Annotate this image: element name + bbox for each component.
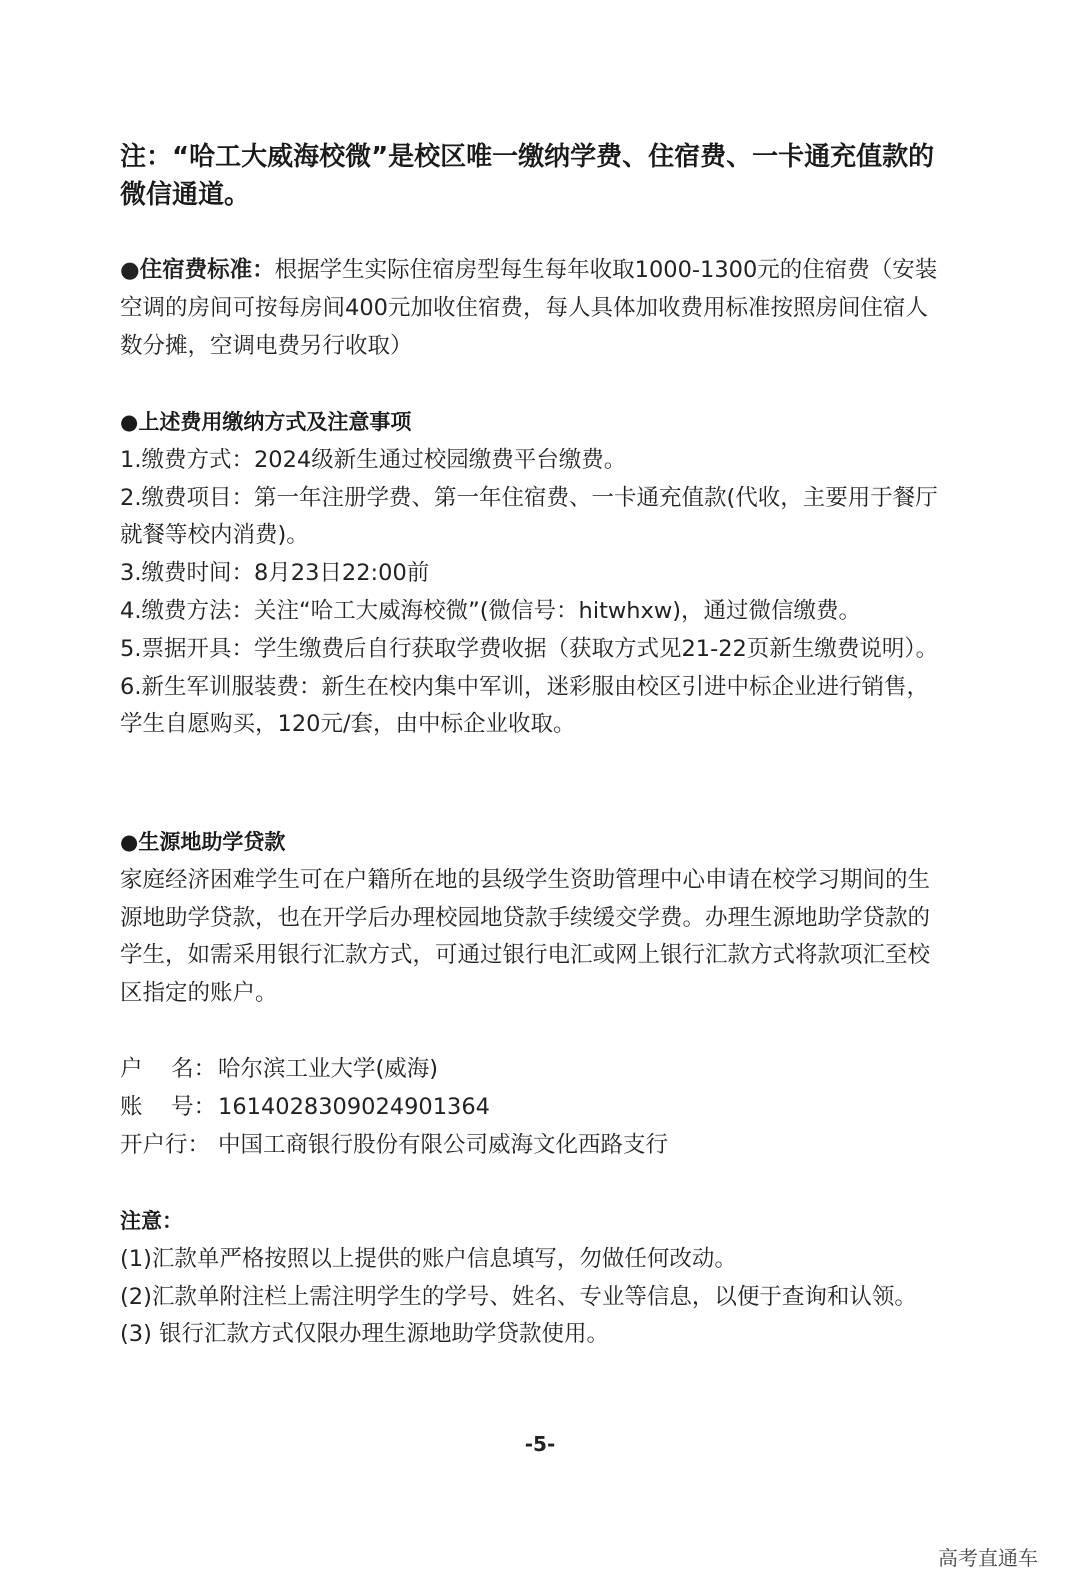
account-number-row — [120, 1089, 950, 1127]
payment-heading: ●上述费用缴纳方式及注意事项 — [120, 410, 412, 434]
account-bank-value: 中国工商银行股份有限公司威海文化西路支行 — [218, 1131, 669, 1158]
account-name-row — [120, 1051, 950, 1089]
account-bank-label: 开户行： — [120, 1131, 211, 1158]
attention-heading: 注意： — [120, 1209, 183, 1233]
lodging-section — [120, 252, 950, 365]
note-title: 注：“哈工大威海校微”是校区唯一缴纳学费、住宿费、一卡通充值款的微信通道。 — [120, 142, 935, 210]
lodging-bullet: ● — [120, 257, 140, 283]
account-section — [120, 1051, 950, 1164]
loan-heading: ●生源地助学贷款 — [120, 830, 286, 854]
loan-section — [120, 824, 950, 1013]
attention-section — [120, 1203, 950, 1354]
attention-item: (2)汇款单附注栏上需注明学生的学号、姓名、专业等信息，以便于查询和认领。 — [120, 1283, 917, 1310]
account-number-value: 1614028309024901364 — [218, 1093, 490, 1120]
attention-item: (1)汇款单严格按照以上提供的账户信息填写，勿做任何改动。 — [120, 1245, 737, 1272]
payment-item: 4.缴费方法：关注“哈工大威海校微”(微信号：hitwhxw)，通过微信缴费。 — [120, 597, 862, 624]
watermark: 高考直通车 — [938, 1546, 1038, 1570]
payment-item: 5.票据开具：学生缴费后自行获取学费收据（获取方式见21-22页新生缴费说明）。 — [120, 635, 939, 662]
account-name-value: 哈尔滨工业大学(威海) — [218, 1056, 439, 1082]
payment-item: 1.缴费方式：2024级新生通过校园缴费平台缴费。 — [120, 446, 627, 473]
account-name-label: 户 名： — [120, 1056, 217, 1082]
payment-item: 2.缴费项目：第一年注册学费、第一年住宿费、一卡通充值款(代收，主要用于餐厅就餐等校内消费)。 — [120, 484, 938, 549]
payment-item: 3.缴费时间：8月23日22:00前 — [120, 560, 430, 587]
payment-item: 6.新生军训服装费：新生在校内集中军训，迷彩服由校区引进中标企业进行销售，学生自愿购买，120元/套，由中标企业收取。 — [120, 673, 929, 738]
loan-text: 家庭经济困难学生可在户籍所在地的县级学生资助管理中心申请在校学习期间的生源地助学贷款，也在开学后办理校园地贷款手续缓交学费。办理生源地助学贷款的学生，如需采用银行汇款方式，可通过银行电汇或网上银行汇款方式将款项汇至校区指定的账户。 — [120, 866, 931, 1007]
account-number-label: 账 号： — [120, 1093, 217, 1120]
page-number: -5- — [524, 1432, 556, 1456]
lodging-label: 住宿费标准： — [139, 257, 275, 283]
lodging-text: 根据学生实际住宿房型每生每年收取1000-1300元的住宿费（安装空调的房间可按每房间400元加收住宿费，每人具体加收费用标准按照房间住宿人数分摊，空调电费另行收取） — [120, 257, 938, 359]
payment-section — [120, 404, 950, 744]
account-bank-row — [120, 1127, 950, 1165]
attention-item: (3) 银行汇款方式仅限办理生源地助学贷款使用。 — [120, 1321, 610, 1348]
